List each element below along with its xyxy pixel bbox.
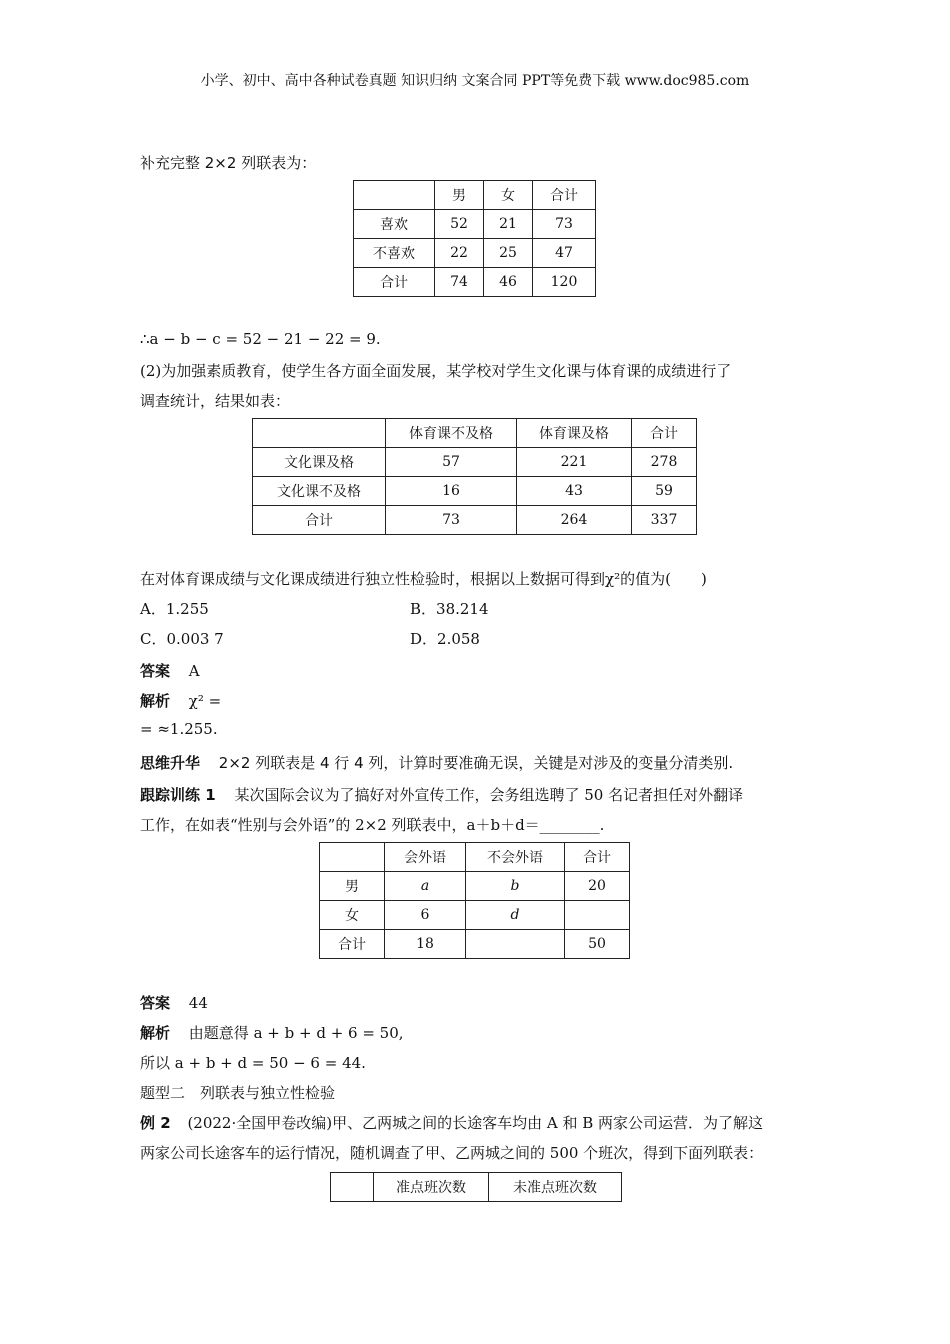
- table-gender-preference: [353, 180, 596, 297]
- training-label: 跟踪训练 1: [140, 786, 216, 804]
- table-header-row: [354, 181, 596, 210]
- table-row: [253, 448, 697, 477]
- answer-value: 44: [188, 994, 208, 1012]
- table-language: [319, 842, 630, 959]
- table-cell: d: [466, 901, 565, 930]
- table-header-cell: 体育课不及格: [386, 419, 517, 448]
- answer-2: [140, 992, 208, 1013]
- option-c: C．0.003 7: [140, 630, 224, 648]
- table-cell: 文化课不及格: [253, 477, 386, 506]
- intro-line: [140, 152, 316, 173]
- table-bus-company: [330, 1172, 622, 1202]
- example-label: 例 2: [140, 1114, 171, 1132]
- training-line1: [140, 784, 743, 805]
- table-cell: b: [466, 872, 565, 901]
- analysis-text: 由题意得 a + b + d + 6 = 50,: [188, 1024, 404, 1042]
- summary-label: 思维升华: [140, 754, 201, 772]
- intro-text: 补充完整 2×2 列联表为：: [140, 154, 317, 172]
- table-cell: 6: [385, 901, 466, 930]
- table-cell: 合计: [253, 506, 386, 535]
- table-cell: a: [385, 872, 466, 901]
- table-cell: 57: [386, 448, 517, 477]
- table-row: [253, 477, 697, 506]
- answer-label: 答案: [140, 662, 171, 680]
- table-cell: 20: [565, 872, 630, 901]
- example-text: (2022·全国甲卷改编)甲、乙两城之间的长途客车均由 A 和 B 两家公司运营．为了解这: [187, 1114, 764, 1132]
- example-line1: [140, 1112, 763, 1133]
- table-header-cell: [253, 419, 386, 448]
- table-header-cell: 女: [484, 181, 533, 210]
- table-cell: 喜欢: [354, 210, 435, 239]
- table-header-cell: 体育课及格: [517, 419, 632, 448]
- table-cell: 女: [320, 901, 385, 930]
- analysis-label: 解析: [140, 1024, 171, 1042]
- question2-line2: 调查统计，结果如表：: [140, 392, 291, 410]
- table-cell: 74: [435, 268, 484, 297]
- table-header-cell: 未准点班次数: [489, 1173, 622, 1202]
- question2-prompt: 在对体育课成绩与文化课成绩进行独立性检验时，根据以上数据可得到χ²的值为( ): [140, 570, 707, 588]
- training-line2: 工作，在如表“性别与会外语”的 2×2 列联表中，a＋b＋d＝________.: [140, 816, 605, 834]
- table-grades: [252, 418, 697, 535]
- page-header: 小学、初中、高中各种试卷真题 知识归纳 文案合同 PPT等免费下载 www.doc985.com: [200, 73, 750, 89]
- table-cell: 73: [533, 210, 596, 239]
- table-header-cell: 男: [435, 181, 484, 210]
- table-row: [253, 506, 697, 535]
- table-cell: [565, 901, 630, 930]
- calc-line: ∴a − b − c = 52 − 21 − 22 = 9.: [140, 330, 381, 348]
- answer-label: 答案: [140, 994, 171, 1012]
- table-row: [354, 210, 596, 239]
- table-cell: 男: [320, 872, 385, 901]
- table-row: [320, 930, 630, 959]
- table-header-row: [331, 1173, 622, 1202]
- table-cell: 不喜欢: [354, 239, 435, 268]
- table-cell: [466, 930, 565, 959]
- option-a: A．1.255: [140, 600, 209, 618]
- table-header-cell: 不会外语: [466, 843, 565, 872]
- table-cell: 25: [484, 239, 533, 268]
- table-header-row: [253, 419, 697, 448]
- table-cell: 46: [484, 268, 533, 297]
- table-cell: 43: [517, 477, 632, 506]
- answer-value: A: [188, 662, 200, 680]
- table-cell: 264: [517, 506, 632, 535]
- approx-line: = ≈1.255.: [140, 720, 218, 738]
- section-title: 题型二 列联表与独立性检验: [140, 1084, 336, 1102]
- summary-text: 2×2 列联表是 4 行 4 列，计算时要准确无误，关键是对涉及的变量分清类别.: [218, 754, 734, 772]
- example-line2: 两家公司长途客车的运行情况，随机调查了甲、乙两城之间的 500 个班次，得到下面列联表：: [140, 1144, 764, 1162]
- table-cell: 221: [517, 448, 632, 477]
- table-cell: 337: [632, 506, 697, 535]
- option-d: D．2.058: [410, 630, 480, 648]
- table-cell: 50: [565, 930, 630, 959]
- table-cell: 文化课及格: [253, 448, 386, 477]
- table-row: [354, 268, 596, 297]
- table-header-cell: 准点班次数: [374, 1173, 489, 1202]
- table-cell: 120: [533, 268, 596, 297]
- analysis-1: [140, 690, 221, 711]
- table-header-cell: [331, 1173, 374, 1202]
- option-b: B．38.214: [410, 600, 489, 618]
- conclusion-line: 所以 a + b + d = 50 − 6 = 44.: [140, 1054, 366, 1072]
- table-cell: 16: [386, 477, 517, 506]
- table-row: [320, 901, 630, 930]
- table-row: [320, 872, 630, 901]
- question2-line1: (2)为加强素质教育，使学生各方面全面发展，某学校对学生文化课与体育课的成绩进行了: [140, 362, 732, 380]
- table-cell: 73: [386, 506, 517, 535]
- table-header-cell: 会外语: [385, 843, 466, 872]
- analysis-formula: χ² =: [188, 692, 222, 710]
- table-header-cell: 合计: [565, 843, 630, 872]
- table-row: [354, 239, 596, 268]
- table-header-cell: 合计: [533, 181, 596, 210]
- table-header-cell: [354, 181, 435, 210]
- table-cell: 47: [533, 239, 596, 268]
- table-cell: 合计: [320, 930, 385, 959]
- training-text: 某次国际会议为了搞好对外宣传工作，会务组选聘了 50 名记者担任对外翻译: [234, 786, 744, 804]
- analysis-label: 解析: [140, 692, 171, 710]
- table-cell: 59: [632, 477, 697, 506]
- table-cell: 18: [385, 930, 466, 959]
- table-header-cell: 合计: [632, 419, 697, 448]
- analysis-2: [140, 1022, 404, 1043]
- table-cell: 52: [435, 210, 484, 239]
- table-cell: 21: [484, 210, 533, 239]
- table-header-cell: [320, 843, 385, 872]
- table-cell: 合计: [354, 268, 435, 297]
- summary: [140, 752, 733, 773]
- answer-1: [140, 660, 200, 681]
- table-header-row: [320, 843, 630, 872]
- table-cell: 22: [435, 239, 484, 268]
- table-cell: 278: [632, 448, 697, 477]
